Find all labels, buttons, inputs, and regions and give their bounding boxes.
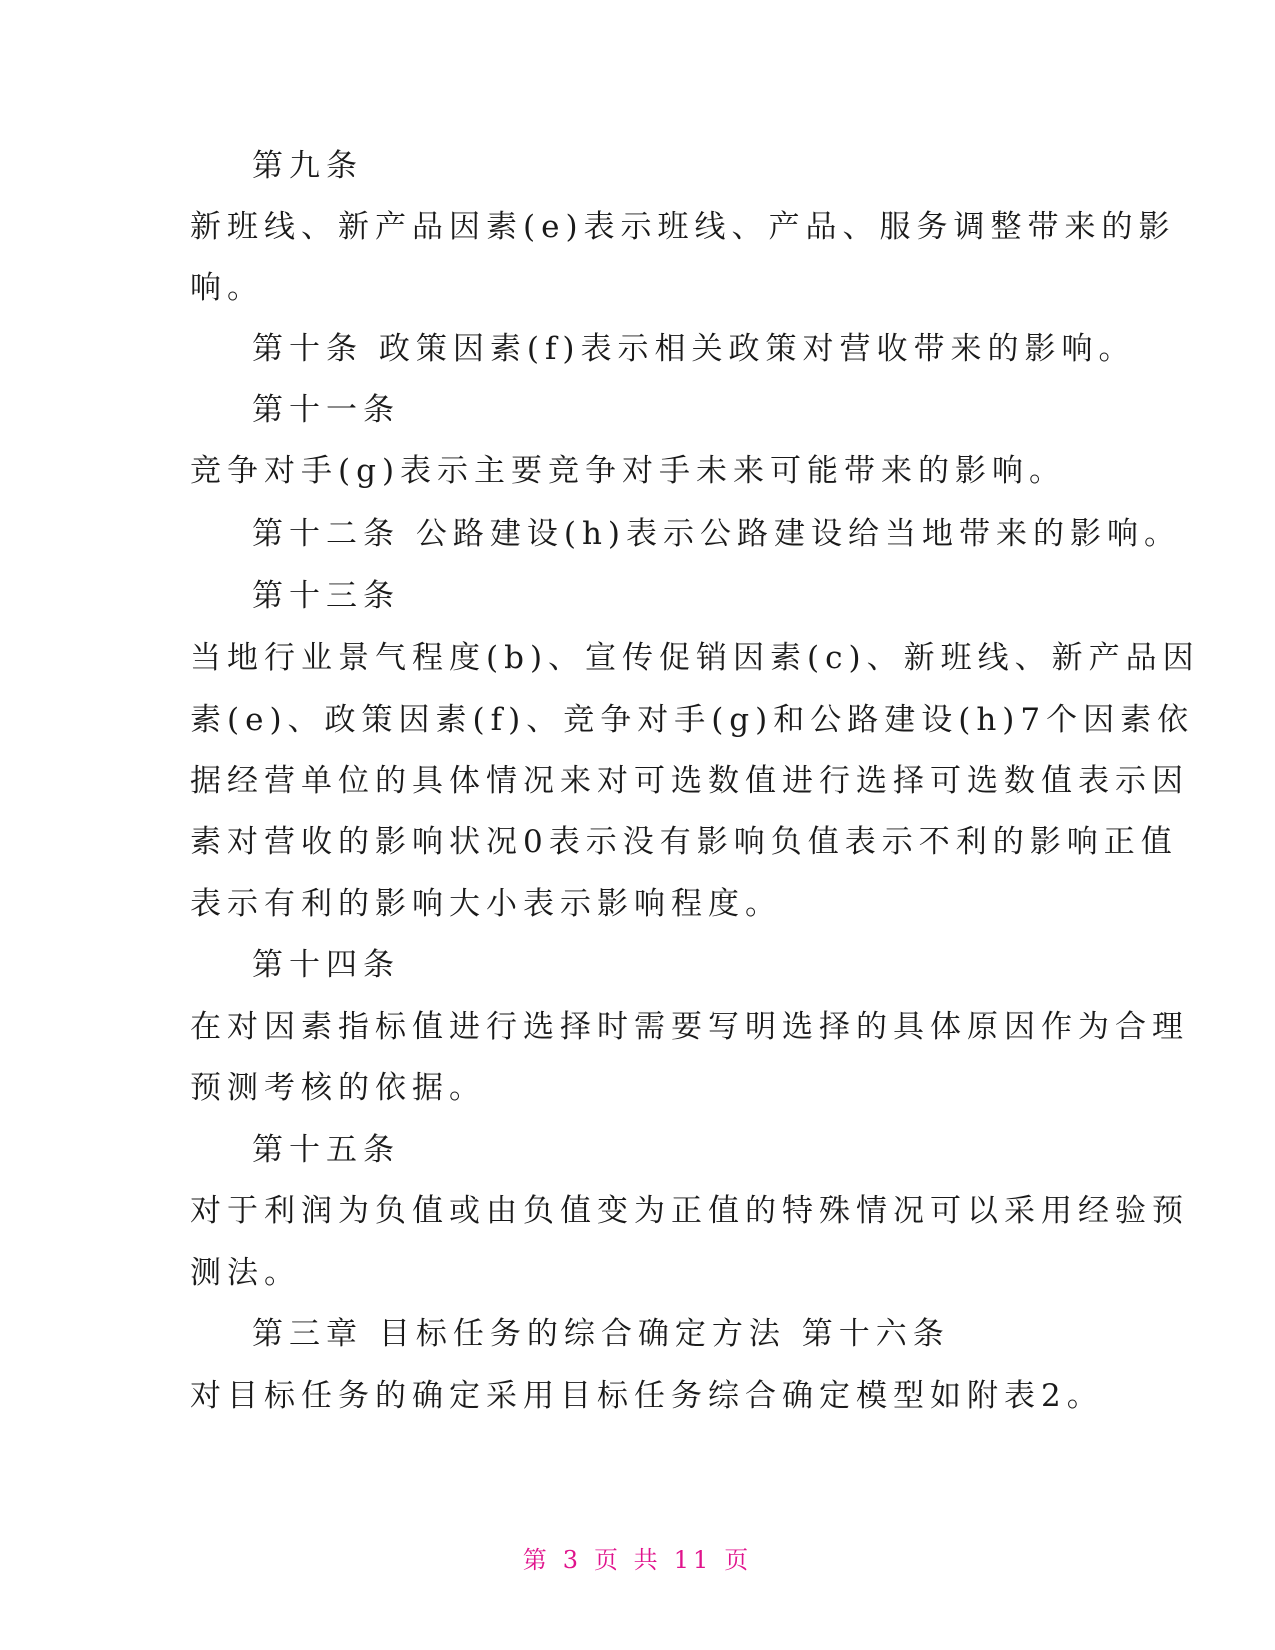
paragraph-line: 对目标任务的确定采用目标任务综合确定模型如附表2。 bbox=[190, 1378, 1104, 1414]
paragraph-line: 对于利润为负值或由负值变为正值的特殊情况可以采用经验预 bbox=[190, 1193, 1189, 1229]
article-heading: 第九条 bbox=[252, 148, 363, 184]
article-heading: 第十条 政策因素(f)表示相关政策对营收带来的影响。 bbox=[252, 331, 1136, 367]
paragraph-line: 在对因素指标值进行选择时需要写明选择的具体原因作为合理 bbox=[190, 1009, 1189, 1045]
paragraph-line: 当地行业景气程度(b)、宣传促销因素(c)、新班线、新产品因 bbox=[190, 640, 1200, 676]
footer-prefix: 第 bbox=[522, 1546, 551, 1574]
page-footer bbox=[0, 1540, 1275, 1575]
footer-suffix: 页 bbox=[724, 1546, 753, 1574]
paragraph-line: 表示有利的影响大小表示影响程度。 bbox=[190, 886, 782, 922]
paragraph-line: 竞争对手(g)表示主要竞争对手未来可能带来的影响。 bbox=[190, 453, 1067, 489]
paragraph-line: 预测考核的依据。 bbox=[190, 1070, 486, 1106]
paragraph-line: 测法。 bbox=[190, 1255, 301, 1291]
paragraph-line: 素(e)、政策因素(f)、竞争对手(g)和公路建设(h)7个因素依 bbox=[190, 702, 1195, 738]
paragraph-line: 新班线、新产品因素(e)表示班线、产品、服务调整带来的影 bbox=[190, 209, 1176, 245]
article-heading: 第十一条 bbox=[252, 392, 400, 428]
chapter-heading: 第三章 目标任务的综合确定方法 第十六条 bbox=[252, 1316, 950, 1352]
footer-middle: 页 共 bbox=[594, 1546, 662, 1574]
article-heading: 第十三条 bbox=[252, 578, 400, 614]
paragraph-line: 响。 bbox=[190, 270, 264, 306]
paragraph-line: 据经营单位的具体情况来对可选数值进行选择可选数值表示因 bbox=[190, 763, 1189, 799]
paragraph-line: 素对营收的影响状况0表示没有影响负值表示不利的影响正值 bbox=[190, 824, 1178, 860]
footer-current-page: 3 bbox=[562, 1546, 583, 1574]
article-heading: 第十五条 bbox=[252, 1132, 400, 1168]
article-heading: 第十二条 公路建设(h)表示公路建设给当地带来的影响。 bbox=[252, 516, 1182, 552]
footer-total-pages: 11 bbox=[673, 1546, 713, 1574]
article-heading: 第十四条 bbox=[252, 947, 400, 983]
